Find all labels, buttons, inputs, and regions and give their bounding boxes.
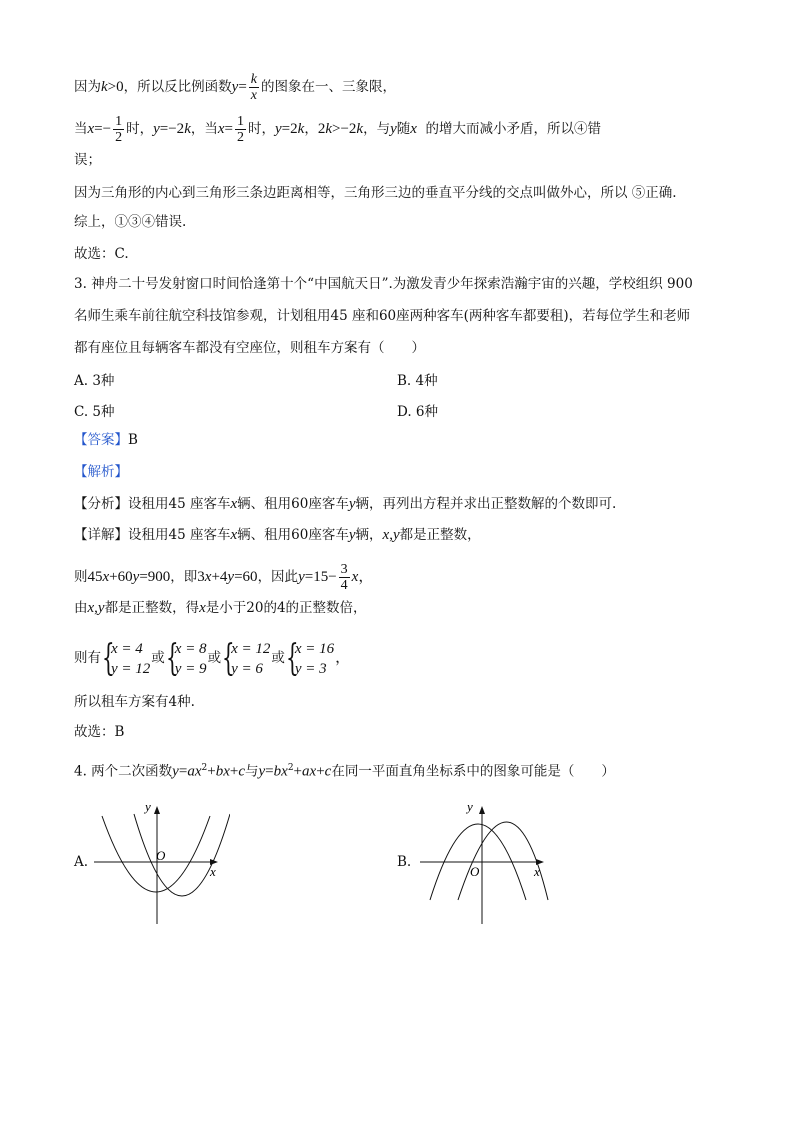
text-line: 由x,y都是正整数，得x是小于20的4的正整数倍， <box>74 600 367 616</box>
x-axis-label: x <box>210 864 216 879</box>
text-line: 误； <box>74 152 101 168</box>
text-line: 故选：C. <box>74 246 129 262</box>
x-axis-label: x <box>534 864 540 879</box>
equation-line: 则45x+60y=900，即3x+4y=60，因此y=15− $\frac{3}{4}$ x， <box>74 562 374 593</box>
text-line: 综上，①③④错误. <box>74 214 187 230</box>
origin-label: O <box>156 848 166 863</box>
answer-tag: 【答案】 <box>74 432 128 448</box>
question-3-stem: 3. 神舟二十号发射窗口时间恰逢第十个“中国航天日”.为激发青少年探索浩瀚宇宙的兴趣，学校组织 900 <box>74 276 693 292</box>
text-line: 因为三角形的内心到三角形三条边距离相等，三角形三边的垂直平分线的交点叫做外心，所以 ⑤正确. <box>74 185 677 201</box>
graph-option-a <box>90 796 230 931</box>
question-4-stem: 4. 两个二次函数$y=ax^2+bx+c$与$y=bx^2+ax+c$在同一平面直角坐标系中的图象可能是（ ） <box>74 763 615 780</box>
question-3-stem: 都有座位且每辆客车都没有空座位，则租车方案有（ ） <box>74 340 425 356</box>
answer-line <box>74 430 138 450</box>
text-line: 因为k>0，所以反比例函数y= $\frac{k}{x}$ 的图象在一、三象限， <box>74 72 396 103</box>
system-3: { x = 12 y = 6 <box>222 637 271 679</box>
y-axis-label: y <box>467 799 473 814</box>
system-1: { x = 4 y = 12 <box>102 637 151 679</box>
graph-option-b <box>416 796 556 931</box>
y-axis-label: y <box>145 799 151 814</box>
analysis-tag: 【解析】 <box>74 464 128 480</box>
origin-label: O <box>470 864 480 879</box>
text-line: 所以租车方案有4种. <box>74 694 195 710</box>
solution-systems: 则有 { x = 4 y = 12 或 { x = 8 y = 9 或 { x = 12 y = 6 或 { x = 16 y = 3 ， <box>74 637 351 679</box>
option-b-label: B. <box>397 854 412 870</box>
answer-value: B <box>128 432 138 448</box>
analysis-line: 【分析】设租用45 座客车x辆、租用60座客车y辆，再列出方程并求出正整数解的个数即可. <box>74 496 617 512</box>
system-2: { x = 8 y = 9 <box>165 637 207 679</box>
option-b: B. 4种 <box>397 373 438 389</box>
option-c: C. 5种 <box>74 404 115 420</box>
detail-line: 【详解】设租用45 座客车x辆、租用60座客车y辆，x,y都是正整数， <box>74 527 481 543</box>
option-d: D. 6种 <box>397 404 439 420</box>
text-line: 故选：B <box>74 724 125 740</box>
text-line: 当x=− $\frac{1}{2}$ 时，y=−2k，当x= $\frac{1}{2}$ 时，y=2k，2k>−2k，与y随x 的增大而减小矛盾，所以④错 <box>74 114 602 145</box>
question-3-stem: 名师生乘车前往航空科技馆参观，计划租用45 座和60座两种客车(两种客车都要租)，若每位学生和老师 <box>74 308 691 324</box>
option-a-label: A. <box>74 854 89 870</box>
system-4: { x = 16 y = 3 <box>285 637 335 679</box>
option-a: A. 3种 <box>74 373 115 389</box>
